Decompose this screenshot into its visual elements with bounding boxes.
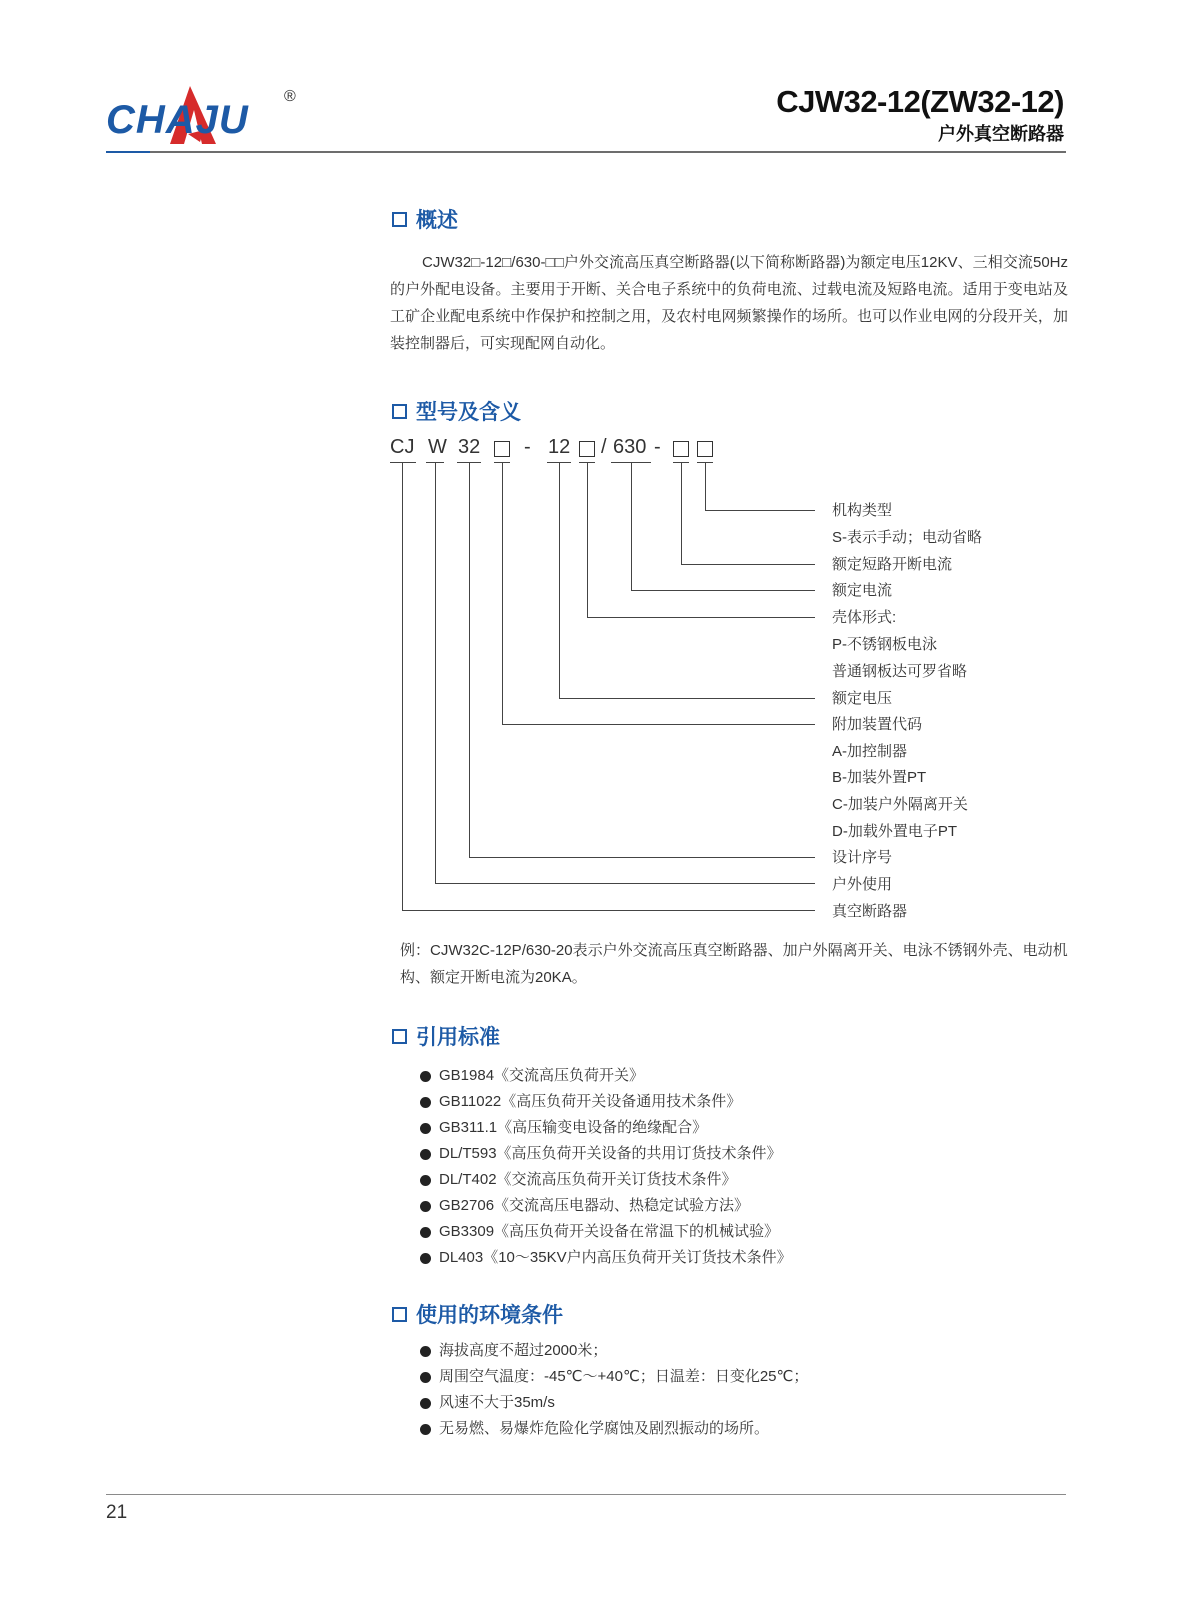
leader-line (681, 462, 682, 564)
legend-item: 额定电流 (832, 582, 893, 599)
section-heading-overview (392, 205, 458, 233)
bullet-icon (420, 1149, 431, 1160)
legend-item: 机构类型 (832, 502, 893, 519)
code-cj: CJ (390, 436, 415, 458)
footer-divider (106, 1494, 1066, 1495)
leader-line (469, 462, 470, 857)
logo-text: CHAJU (106, 98, 249, 142)
overview-paragraph: CJW32□-12□/630-□□户外交流高压真空断路器(以下简称断路器)为额定电压12KV、三相交流50Hz的户外配电设备。主要用于开断、关合电子系统中的负荷电流、过载电流及短路电流。适用于变电站及工矿企业配电系统中作保护和控制之用，及农村电网频繁操作的场所。也可以作业电网的分段开关，加装控制器后，可实现配网自动化。 (390, 254, 1068, 352)
heading-square-icon (392, 1029, 407, 1044)
section-heading-environment (392, 1300, 563, 1328)
legend-item: P-不锈钢板电泳 (832, 636, 938, 653)
heading-square-icon (392, 212, 407, 227)
bullet-icon (420, 1071, 431, 1082)
bullet-icon (420, 1227, 431, 1238)
legend-item: 普通钢板达可罗省略 (832, 663, 968, 680)
list-item: GB11022《高压负荷开关设备通用技术条件》 (420, 1089, 792, 1115)
bullet-icon (420, 1372, 431, 1383)
leader-line (435, 883, 815, 884)
legend-item: 额定电压 (832, 690, 893, 707)
list-item: DL403《10～35KV户内高压负荷开关订货技术条件》 (420, 1245, 792, 1271)
leader-line (587, 617, 815, 618)
code-w: W (428, 436, 447, 458)
legend-item: S-表示手动；电动省略 (832, 529, 983, 546)
leader-line (559, 698, 815, 699)
list-item: 无易燃、易爆炸危险化学腐蚀及剧烈振动的场所。 (420, 1416, 808, 1442)
leader-line (502, 462, 503, 724)
bullet-icon (420, 1175, 431, 1186)
list-item: GB2706《交流高压电器动、热稳定试验方法》 (420, 1193, 792, 1219)
code-placeholder-box (494, 441, 510, 457)
bullet-icon (420, 1253, 431, 1264)
legend-item: 额定短路开断电流 (832, 556, 953, 573)
code-slash: / (601, 436, 607, 458)
bullet-icon (420, 1123, 431, 1134)
legend-item: 户外使用 (832, 876, 893, 893)
standards-list (420, 1063, 792, 1271)
leader-line (705, 462, 706, 510)
page-title: CJW32-12(ZW32-12) (776, 84, 1064, 119)
leader-line (705, 510, 815, 511)
list-item: DL/T593《高压负荷开关设备的共用订货技术条件》 (420, 1141, 792, 1167)
legend-item: A-加控制器 (832, 743, 908, 760)
code-placeholder-box (673, 441, 689, 457)
section-heading-text: 概述 (416, 209, 458, 232)
code-placeholder-box (579, 441, 595, 457)
list-item: GB3309《高压负荷开关设备在常温下的机械试验》 (420, 1219, 792, 1245)
section-heading-text: 使用的环境条件 (416, 1304, 563, 1327)
leader-line (435, 462, 436, 883)
list-item: 海拔高度不超过2000米； (420, 1338, 808, 1364)
legend-item: B-加装外置PT (832, 769, 927, 786)
heading-square-icon (392, 1307, 407, 1322)
model-example: 例：CJW32C-12P/630-20表示户外交流高压真空断路器、加户外隔离开关、电泳不锈钢外壳、电动机构、额定开断电流为20KA。 (400, 942, 1068, 986)
code-32: 32 (458, 436, 481, 458)
legend-item: D-加载外置电子PT (832, 823, 957, 840)
header-divider-accent (106, 151, 150, 153)
leader-line (681, 564, 815, 565)
bullet-icon (420, 1097, 431, 1108)
list-item: 周围空气温度：-45℃～+40℃；日温差：日变化25℃； (420, 1364, 808, 1390)
registered-mark: ® (284, 88, 296, 105)
page-subtitle: 户外真空断路器 (938, 124, 1064, 144)
legend-item: C-加装户外隔离开关 (832, 796, 968, 813)
legend-item: 真空断路器 (832, 903, 908, 920)
brand-logo (106, 84, 306, 156)
legend-item: 壳体形式: (832, 609, 897, 626)
leader-line (631, 590, 815, 591)
section-heading-model (392, 397, 521, 425)
heading-square-icon (392, 404, 407, 419)
leader-line (502, 724, 815, 725)
list-item: GB311.1《高压输变电设备的绝缘配合》 (420, 1115, 792, 1141)
code-underline (390, 462, 416, 463)
list-item: 风速不大于35m/s (420, 1390, 808, 1416)
page-number: 21 (106, 1502, 128, 1523)
code-12: 12 (548, 436, 571, 458)
leader-line (631, 462, 632, 590)
leader-line (402, 462, 403, 910)
section-heading-text: 型号及含义 (416, 401, 521, 424)
leader-line (469, 857, 815, 858)
code-dash: - (524, 436, 531, 458)
legend-item: 设计序号 (832, 849, 893, 866)
bullet-icon (420, 1346, 431, 1357)
code-dash: - (654, 436, 661, 458)
list-item: GB1984《交流高压负荷开关》 (420, 1063, 792, 1089)
bullet-icon (420, 1398, 431, 1409)
code-placeholder-box (697, 441, 713, 457)
bullet-icon (420, 1424, 431, 1435)
leader-line (587, 462, 588, 617)
legend-item: 附加装置代码 (832, 716, 923, 733)
environment-list (420, 1338, 808, 1442)
section-heading-standards (392, 1022, 500, 1050)
code-630: 630 (613, 436, 647, 458)
bullet-icon (420, 1201, 431, 1212)
header-divider (106, 151, 1066, 153)
list-item: DL/T402《交流高压负荷开关订货技术条件》 (420, 1167, 792, 1193)
leader-line (402, 910, 815, 911)
section-heading-text: 引用标准 (416, 1026, 500, 1049)
leader-line (559, 462, 560, 698)
